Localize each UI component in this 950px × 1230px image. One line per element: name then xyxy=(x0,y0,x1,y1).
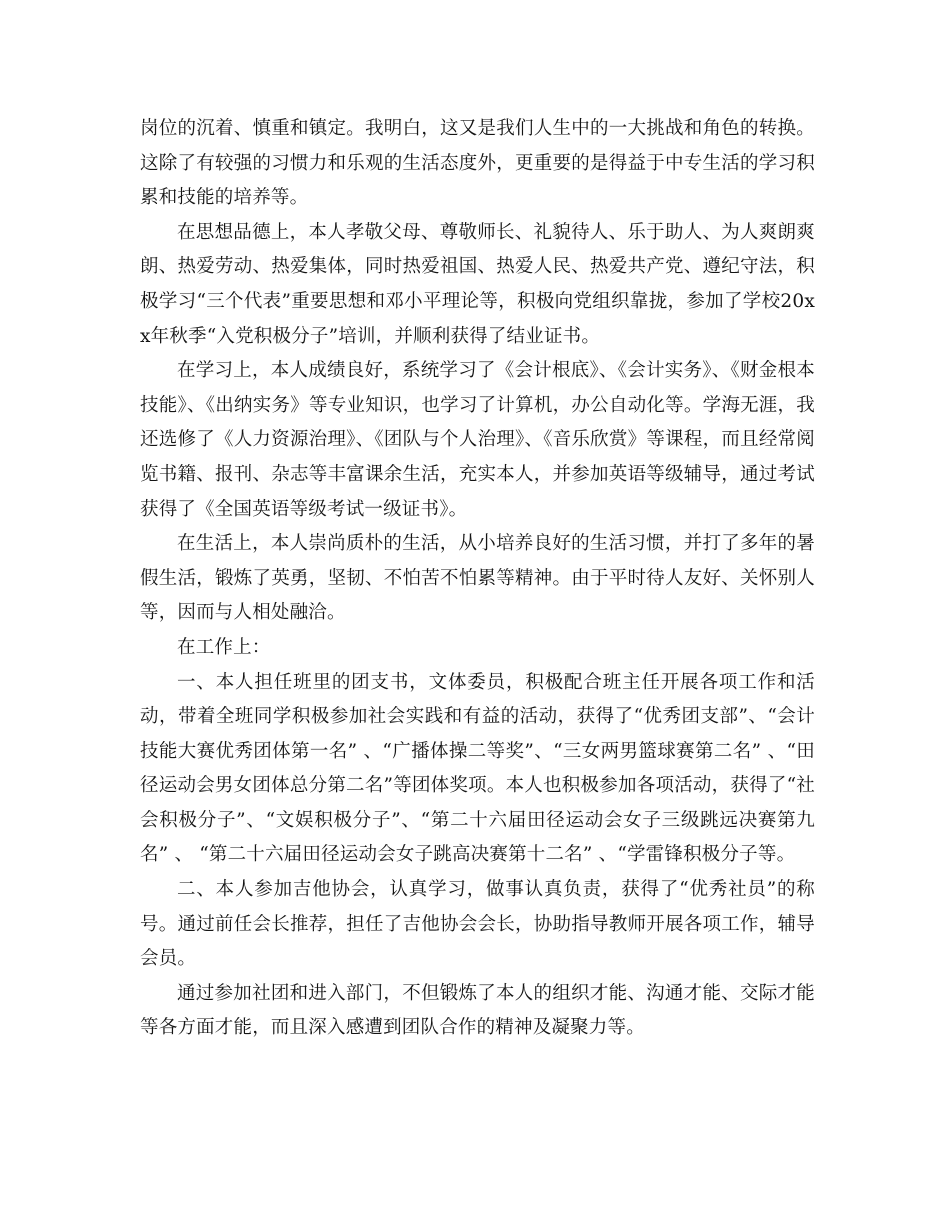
paragraph-moral-character: 在思想品德上，本人孝敬父母、尊敬师长、礼貌待人、乐于助人、为人爽朗爽朗、热爱劳动、热爱集体，同时热爱祖国、热爱人民、热爱共产党、遵纪守法，积极学习“三个代表”重要思想和邓小平理论等，积极向党组织靠拢，参加了学校20xx年秋季“入党积极分子”培训，并顺利获得了结业证书。 xyxy=(140,221,815,347)
document-body xyxy=(140,112,815,1046)
paragraph-work-item-2: 二、本人参加吉他协会，认真学习，做事认真负责，获得了“优秀社员”的称号。通过前任会长推荐，担任了吉他协会会长，协助指导教师开展各项工作，辅导会员。 xyxy=(140,879,815,970)
paragraph-work-heading: 在工作上： xyxy=(177,636,271,658)
paragraph-study: 在学习上，本人成绩良好，系统学习了《会计根底》、《会计实务》、《财金根本技能》、《出纳实务》等专业知识，也学习了计算机，办公自动化等。学海无涯，我还选修了《人力资源治理》、《团队与个人治理》、《音乐欣赏》等课程，而且经常阅览书籍、报刊、杂志等丰富课余生活，充实本人，并参加英语等级辅导，通过考试获得了《全国英语等级考试一级证书》。 xyxy=(140,360,815,520)
paragraph-work-item-1: 一、本人担任班里的团支书，文体委员，积极配合班主任开展各项工作和活动，带着全班同学积极参加社会实践和有益的活动，获得了“优秀团支部”、“会计技能大赛优秀团体第一名” 、“广播体操二等奖”、“三女两男篮球赛第二名” 、“田径运动会男女团体总分第二名”等团体奖项。本人也积极参加各项活动，获得了“社会积极分子”、“文娱积极分子”、“第二十六届田径运动会女子三级跳远决赛第九名” 、 “第二十六届田径运动会女子跳高决赛第十二名” 、“学雷锋积极分子等。 xyxy=(140,671,815,866)
paragraph-continuation: 岗位的沉着、慎重和镇定。我明白，这又是我们人生中的一大挑战和角色的转换。这除了有较强的习惯力和乐观的生活态度外，更重要的是得益于中专生活的学习积累和技能的培养等。 xyxy=(140,118,815,209)
paragraph-life: 在生活上，本人崇尚质朴的生活，从小培养良好的生活习惯，并打了多年的暑假生活，锻炼了英勇，坚韧、不怕苦不怕累等精神。由于平时待人友好、关怀别人等，因而与人相处融洽。 xyxy=(140,533,815,624)
paragraph-summary: 通过参加社团和进入部门，不但锻炼了本人的组织才能、沟通才能、交际才能等各方面才能，而且深入感遭到团队合作的精神及凝聚力等。 xyxy=(140,982,815,1039)
